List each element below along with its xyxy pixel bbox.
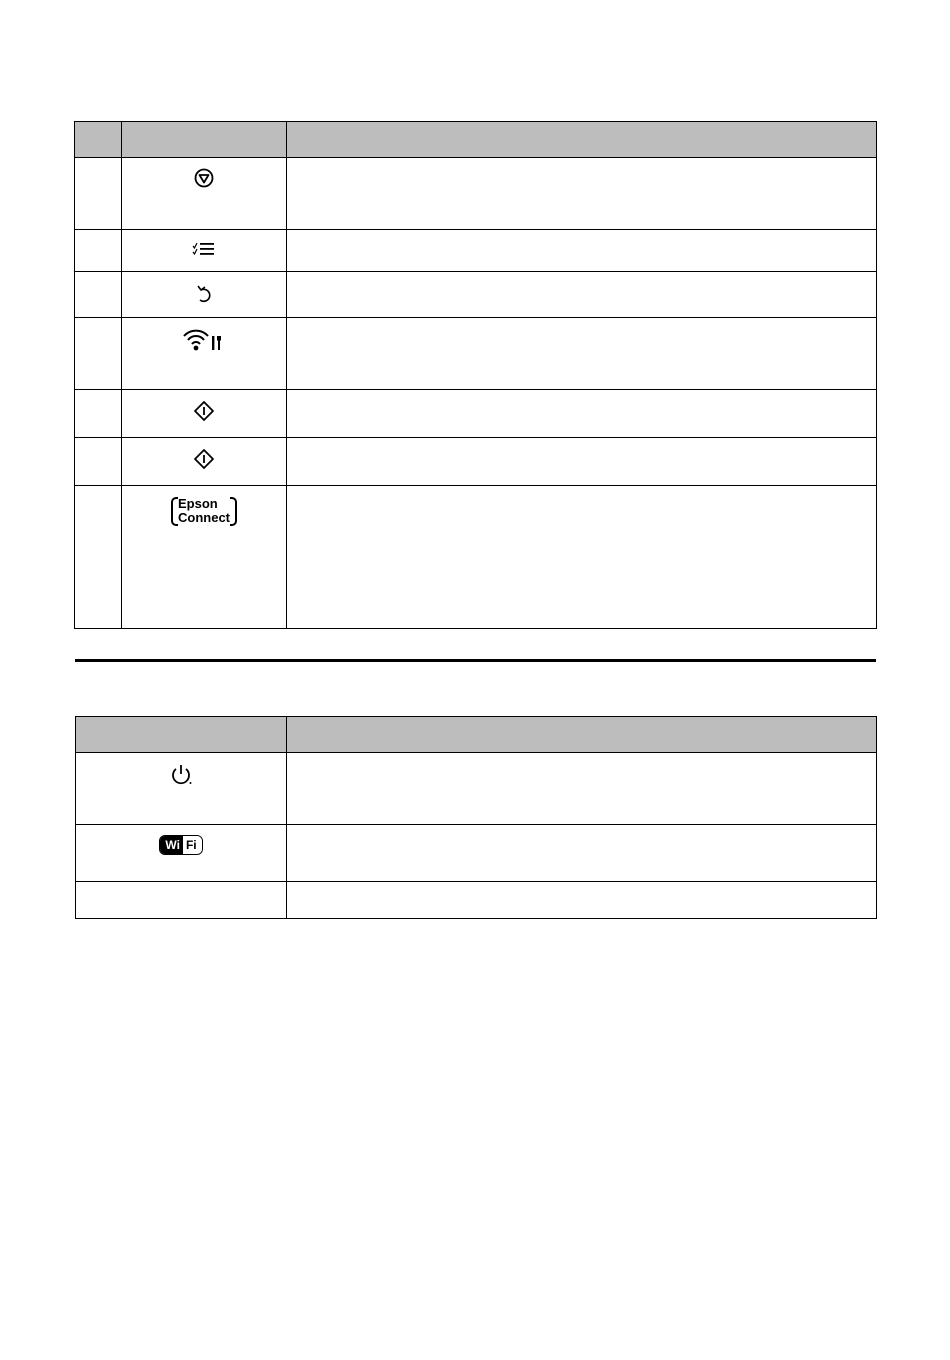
badge-wi-text: Wi — [160, 836, 183, 854]
row-description — [287, 753, 877, 825]
row-description — [287, 318, 877, 390]
section-divider — [75, 659, 876, 662]
badge-fi-text: Fi — [183, 836, 202, 854]
row-description — [287, 158, 877, 230]
row-description — [287, 882, 877, 919]
table-row — [75, 230, 877, 272]
lights-table — [75, 716, 877, 919]
table-row — [76, 825, 877, 882]
row-description — [287, 230, 877, 272]
row-number — [75, 438, 122, 486]
wifi-badge-icon — [159, 835, 202, 855]
row-number — [75, 318, 122, 390]
row-description — [287, 825, 877, 882]
row-description — [287, 272, 877, 318]
header-description — [287, 122, 877, 158]
table-row — [75, 158, 877, 230]
table-row — [75, 318, 877, 390]
buttons-table-header — [75, 122, 877, 158]
row-number — [75, 272, 122, 318]
row-description — [287, 390, 877, 438]
row-number — [75, 230, 122, 272]
table-row — [76, 753, 877, 825]
back-icon — [196, 282, 212, 309]
power-icon — [169, 763, 193, 792]
table-row — [75, 272, 877, 318]
wifi-setup-icon — [182, 328, 226, 357]
lights-table-header — [76, 717, 877, 753]
start-icon — [193, 448, 215, 475]
row-light — [76, 882, 287, 919]
header-description — [287, 717, 877, 753]
row-number — [75, 158, 122, 230]
table-row — [76, 882, 877, 919]
header-button — [122, 122, 287, 158]
menu-list-icon — [192, 240, 216, 263]
start-icon — [193, 400, 215, 427]
epson-connect-icon — [171, 496, 237, 527]
row-number — [75, 390, 122, 438]
row-description — [287, 486, 877, 629]
badge-connect-text: Connect — [178, 510, 230, 525]
badge-epson-text: Epson — [178, 496, 218, 511]
stop-icon — [194, 168, 214, 193]
row-description — [287, 438, 877, 486]
header-light — [76, 717, 287, 753]
table-row — [75, 390, 877, 438]
table-row — [75, 438, 877, 486]
header-number — [75, 122, 122, 158]
row-number — [75, 486, 122, 629]
table-row — [75, 486, 877, 629]
buttons-table — [74, 121, 877, 629]
